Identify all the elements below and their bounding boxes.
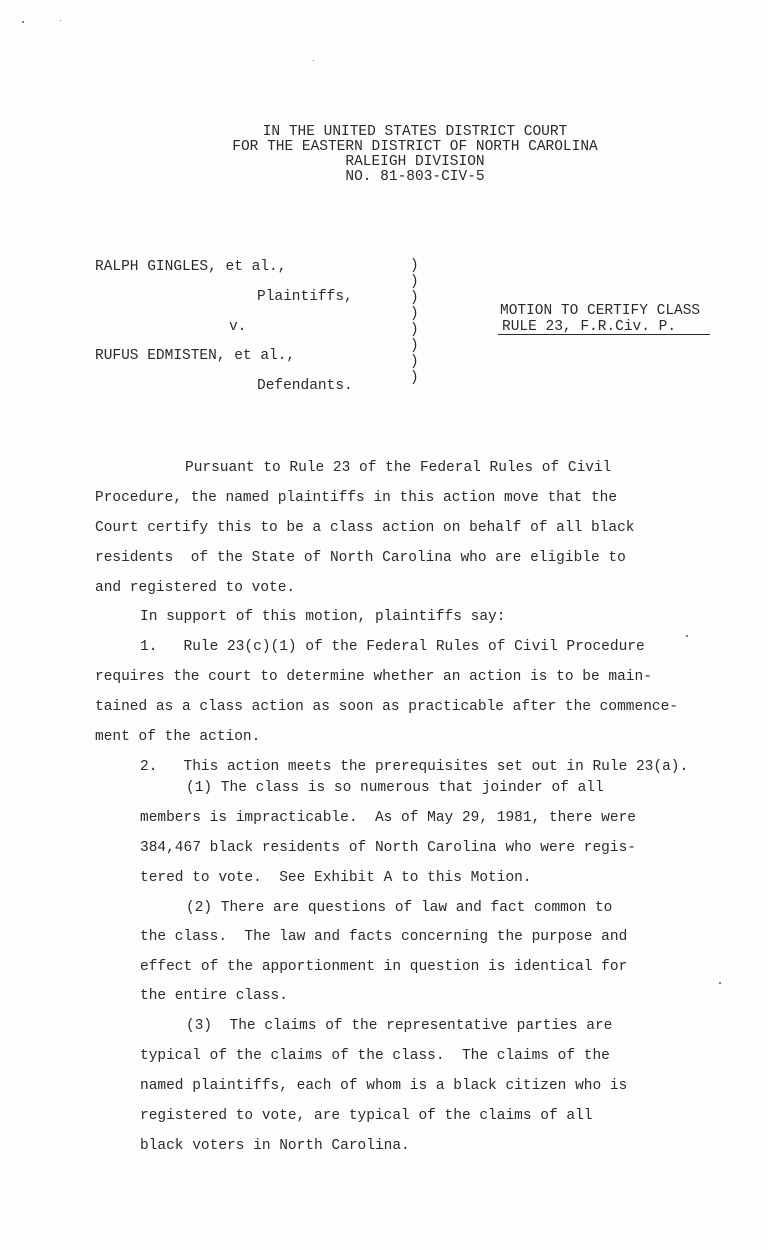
body-line: black voters in North Carolina.	[140, 1138, 410, 1154]
body-line: (2) There are questions of law and fact common to	[186, 900, 613, 916]
body-line: the class. The law and facts concerning the purpose and	[140, 929, 628, 945]
paren-mark: )	[410, 290, 419, 306]
court-header-line: RALEIGH DIVISION	[345, 154, 485, 170]
body-line: and registered to vote.	[95, 580, 296, 596]
case-number: NO. 81-803-CIV-5	[345, 169, 485, 185]
plaintiff-name: RALPH GINGLES, et al.,	[95, 259, 287, 275]
motion-title-line1: MOTION TO CERTIFY CLASS	[500, 303, 701, 319]
defendant-role: Defendants.	[257, 378, 353, 394]
plaintiff-role: Plaintiffs,	[257, 289, 353, 305]
body-line: requires the court to determine whether an action is to be main-	[95, 669, 652, 685]
motion-title-underline	[498, 334, 710, 335]
versus-label: v.	[229, 319, 247, 335]
body-line: (3) The claims of the representative parties are	[186, 1018, 613, 1034]
body-line: the entire class.	[140, 988, 288, 1004]
body-line: Court certify this to be a class action on behalf of all black	[95, 520, 635, 536]
body-line: 2. This action meets the prerequisites set out in Rule 23(a).	[140, 759, 689, 775]
body-line: members is impracticable. As of May 29, 1981, there were	[140, 810, 636, 826]
body-line: In support of this motion, plaintiffs say:	[140, 609, 506, 625]
paren-mark: )	[410, 258, 419, 274]
court-header-line: IN THE UNITED STATES DISTRICT COURT	[262, 124, 568, 140]
body-line: named plaintiffs, each of whom is a black citizen who is	[140, 1078, 628, 1094]
body-line: 1. Rule 23(c)(1) of the Federal Rules of Civil Procedure	[140, 639, 645, 655]
paren-mark: )	[410, 274, 419, 290]
body-line: tered to vote. See Exhibit A to this Motion.	[140, 870, 532, 886]
defendant-name: RUFUS EDMISTEN, et al.,	[95, 348, 296, 364]
paren-mark: )	[410, 338, 419, 354]
scan-speck	[719, 982, 721, 984]
paren-mark: )	[410, 322, 419, 338]
body-line: Pursuant to Rule 23 of the Federal Rules of Civil	[185, 460, 612, 476]
scan-speck	[313, 60, 314, 61]
body-line: typical of the claims of the class. The claims of the	[140, 1048, 610, 1064]
paren-mark: )	[410, 370, 419, 386]
scan-speck	[60, 20, 61, 21]
body-line: (1) The class is so numerous that joinder of all	[186, 780, 604, 796]
body-line: registered to vote, are typical of the claims of all	[140, 1108, 593, 1124]
body-line: effect of the apportionment in question is identical for	[140, 959, 628, 975]
paren-mark: )	[410, 354, 419, 370]
body-line: residents of the State of North Carolina who are eligible to	[95, 550, 626, 566]
body-line: tained as a class action as soon as practicable after the commence-	[95, 699, 678, 715]
court-header	[0, 125, 768, 185]
motion-title	[500, 303, 700, 335]
body-line: 384,467 black residents of North Carolina who were regis-	[140, 840, 636, 856]
paren-mark: )	[410, 306, 419, 322]
court-header-line: FOR THE EASTERN DISTRICT OF NORTH CAROLINA	[232, 139, 598, 155]
scan-speck	[22, 21, 24, 23]
body-line: Procedure, the named plaintiffs in this action move that the	[95, 490, 618, 506]
motion-title-line2: RULE 23, F.R.Civ. P.	[502, 319, 677, 335]
scan-speck	[686, 635, 688, 637]
body-line: ment of the action.	[95, 729, 261, 745]
caption-bracket	[410, 258, 419, 386]
